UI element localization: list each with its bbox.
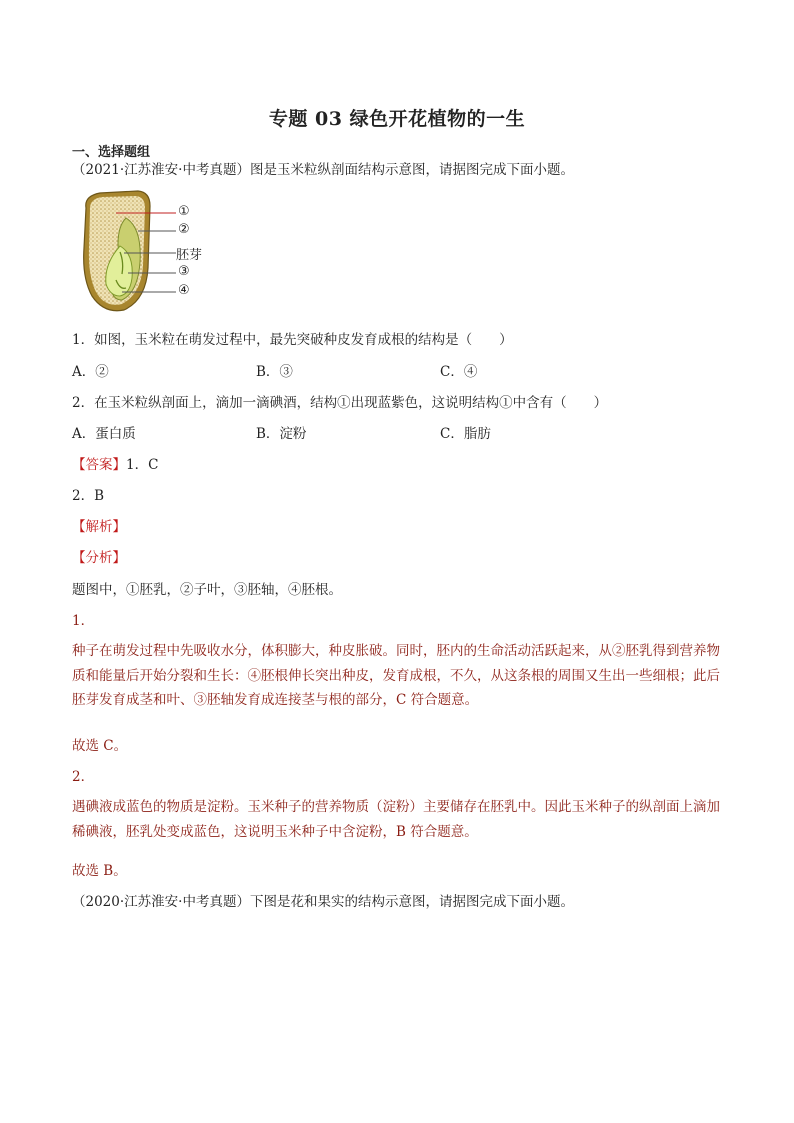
question-group-intro-2: （2020·江苏淮安·中考真题）下图是花和果实的结构示意图，请据图完成下面小题。 bbox=[72, 894, 574, 910]
corn-kernel-figure bbox=[76, 188, 226, 316]
q2-option-b: B．淀粉 bbox=[256, 426, 307, 442]
question-group-intro: （2021·江苏淮安·中考真题）图是玉米粒纵剖面结构示意图，请据图完成下面小题。 bbox=[72, 162, 574, 178]
figure-label-3: ③ bbox=[178, 264, 190, 279]
q1-option-c: C．④ bbox=[440, 364, 478, 380]
q1-option-b: B．③ bbox=[256, 364, 293, 380]
section-heading: 一、选择题组 bbox=[72, 145, 151, 160]
choose-2: 故选 B。 bbox=[72, 863, 127, 879]
figure-label-2: ② bbox=[178, 222, 190, 237]
question-2: 2．在玉米粒纵剖面上，滴加一滴碘酒，结构①出现蓝紫色，这说明结构①中含有（ ） bbox=[72, 395, 608, 411]
page-title: 专题 03 绿色开花植物的一生 bbox=[268, 108, 526, 130]
explanation-2: 遇碘液成蓝色的物质是淀粉。玉米种子的营养物质（淀粉）主要储存在胚乳中。因此玉米种子的纵剖面上滴加稀碘液，胚乳处变成蓝色，这说明玉米种子中含淀粉，B 符合题意。 bbox=[72, 799, 720, 840]
answer-label: 【答案】 bbox=[72, 457, 126, 473]
q1-option-a: A．② bbox=[72, 364, 109, 380]
corn-kernel-diagram bbox=[76, 188, 226, 316]
analysis-text: 题图中，①胚乳，②子叶，③胚轴，④胚根。 bbox=[72, 582, 342, 598]
fenxi-label: 【分析】 bbox=[72, 550, 126, 566]
figure-label-4: ④ bbox=[178, 283, 190, 298]
explanation-1: 种子在萌发过程中先吸收水分，体积膨大，种皮胀破。同时，胚内的生命活动活跃起来，从②胚乳得到营养物质和能量后开始分裂和生长：④胚根伸长突出种皮，发育成根，不久，从这条根的周围又生出一些细根；此后胚芽发育成茎和叶、③胚轴发育成连接茎与根的部分，C 符合题意。 bbox=[72, 643, 720, 708]
q2-option-c: C．脂肪 bbox=[440, 426, 491, 442]
figure-label-plumule: 胚芽 bbox=[176, 248, 203, 263]
answer-2: 2．B bbox=[72, 488, 105, 504]
jiexi-label: 【解析】 bbox=[72, 519, 126, 535]
explanation-2-number: 2． bbox=[72, 769, 95, 785]
explanation-1-number: 1． bbox=[72, 613, 95, 629]
q2-option-a: A．蛋白质 bbox=[72, 426, 136, 442]
answer-line bbox=[72, 455, 158, 475]
choose-1: 故选 C。 bbox=[72, 738, 128, 754]
question-1: 1．如图，玉米粒在萌发过程中，最先突破种皮发育成根的结构是（ ） bbox=[72, 332, 513, 348]
figure-label-1: ① bbox=[178, 204, 190, 219]
answer-1: 1．C bbox=[126, 457, 159, 473]
